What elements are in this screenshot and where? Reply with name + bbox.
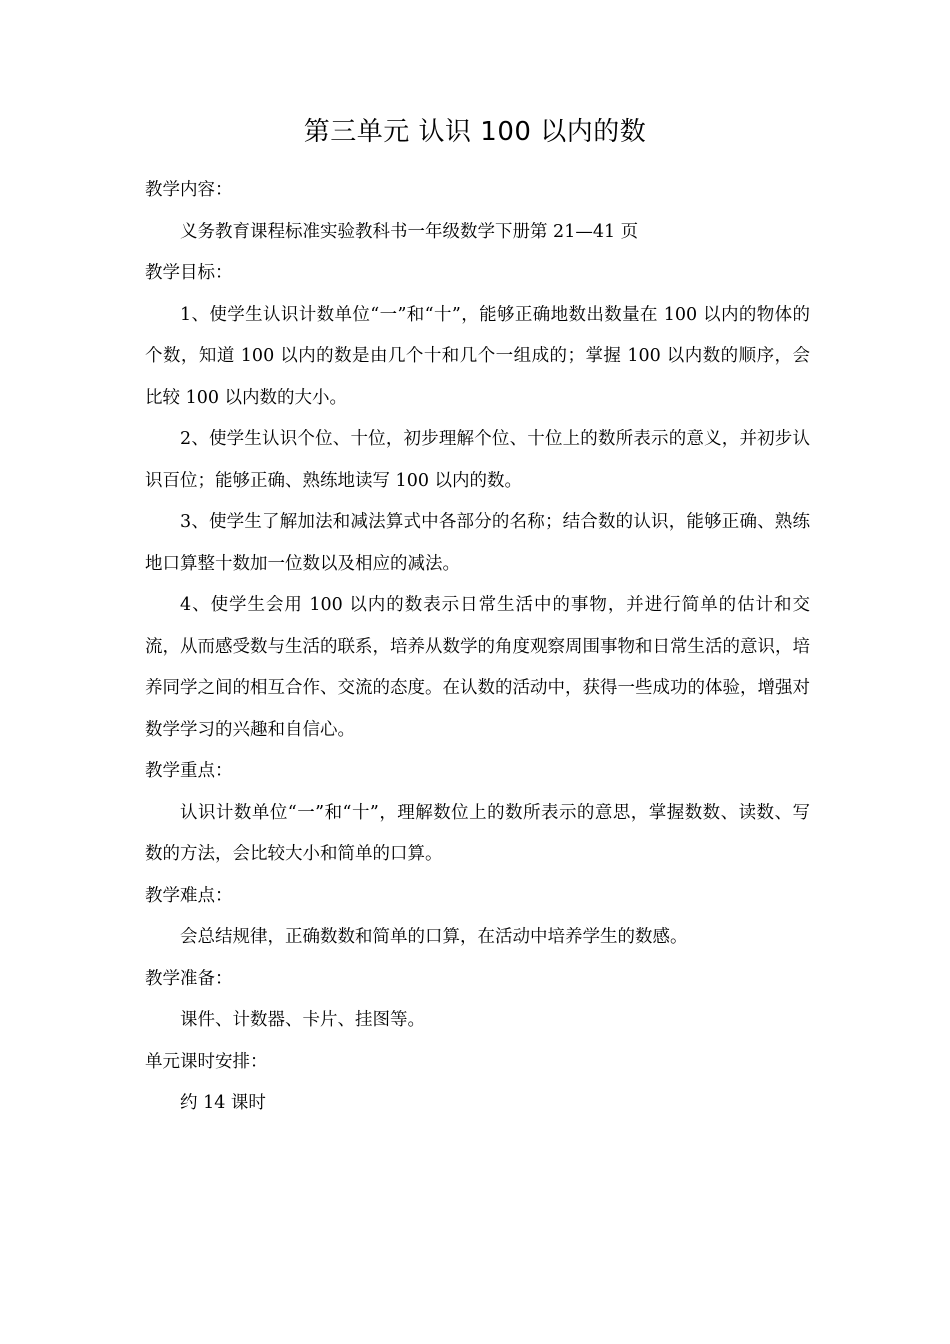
section-schedule [145, 1042, 810, 1125]
section-preparation [145, 959, 810, 1042]
section-heading: 单元课时安排： [145, 1051, 268, 1072]
section-heading: 教学难点： [145, 885, 233, 906]
section-heading: 教学准备： [145, 968, 233, 989]
section-teaching-goals [145, 253, 810, 751]
paragraph: 认识计数单位“一”和“十”，理解数位上的数所表示的意思，掌握数数、读数、写数的方法，会比较大小和简单的口算。 [145, 802, 810, 864]
section-heading: 教学内容： [145, 180, 233, 200]
section-difficult-points [145, 876, 810, 959]
paragraph: 3、使学生了解加法和减法算式中各部分的名称；结合数的认识，能够正确、熟练地口算整十数加一位数以及相应的减法。 [145, 512, 810, 574]
page-title: 第三单元 认识 100 以内的数 [303, 117, 647, 147]
paragraph: 2、使学生认识个位、十位，初步理解个位、十位上的数所表示的意义，并初步认识百位；能够正确、熟练地读写 100 以内的数。 [145, 429, 810, 491]
section-teaching-content [145, 170, 810, 253]
section-heading: 教学目标： [145, 263, 233, 283]
paragraph: 会总结规律，正确数数和简单的口算，在活动中培养学生的数感。 [180, 927, 688, 947]
section-heading: 教学重点： [145, 761, 233, 781]
paragraph: 课件、计数器、卡片、挂图等。 [180, 1010, 425, 1030]
section-key-points [145, 751, 810, 876]
document-body [145, 170, 810, 1125]
paragraph: 约 14 课时 [180, 1093, 266, 1113]
paragraph: 4、使学生会用 100 以内的数表示日常生活中的事物，并进行简单的估计和交流，从而感受数与生活的联系，培养从数学的角度观察周围事物和日常生活的意识，培养同学之间的相互合作、交流的态度。在认数的活动中，获得一些成功的体验，增强对数学学习的兴趣和自信心。 [145, 595, 810, 740]
paragraph: 义务教育课程标准实验教科书一年级数学下册第 21—41 页 [180, 221, 639, 242]
paragraph: 1、使学生认识计数单位“一”和“十”，能够正确地数出数量在 100 以内的物体的个数，知道 100 以内的数是由几个十和几个一组成的；掌握 100 以内数的顺序，会比较 100 以内数的大小。 [145, 304, 810, 408]
